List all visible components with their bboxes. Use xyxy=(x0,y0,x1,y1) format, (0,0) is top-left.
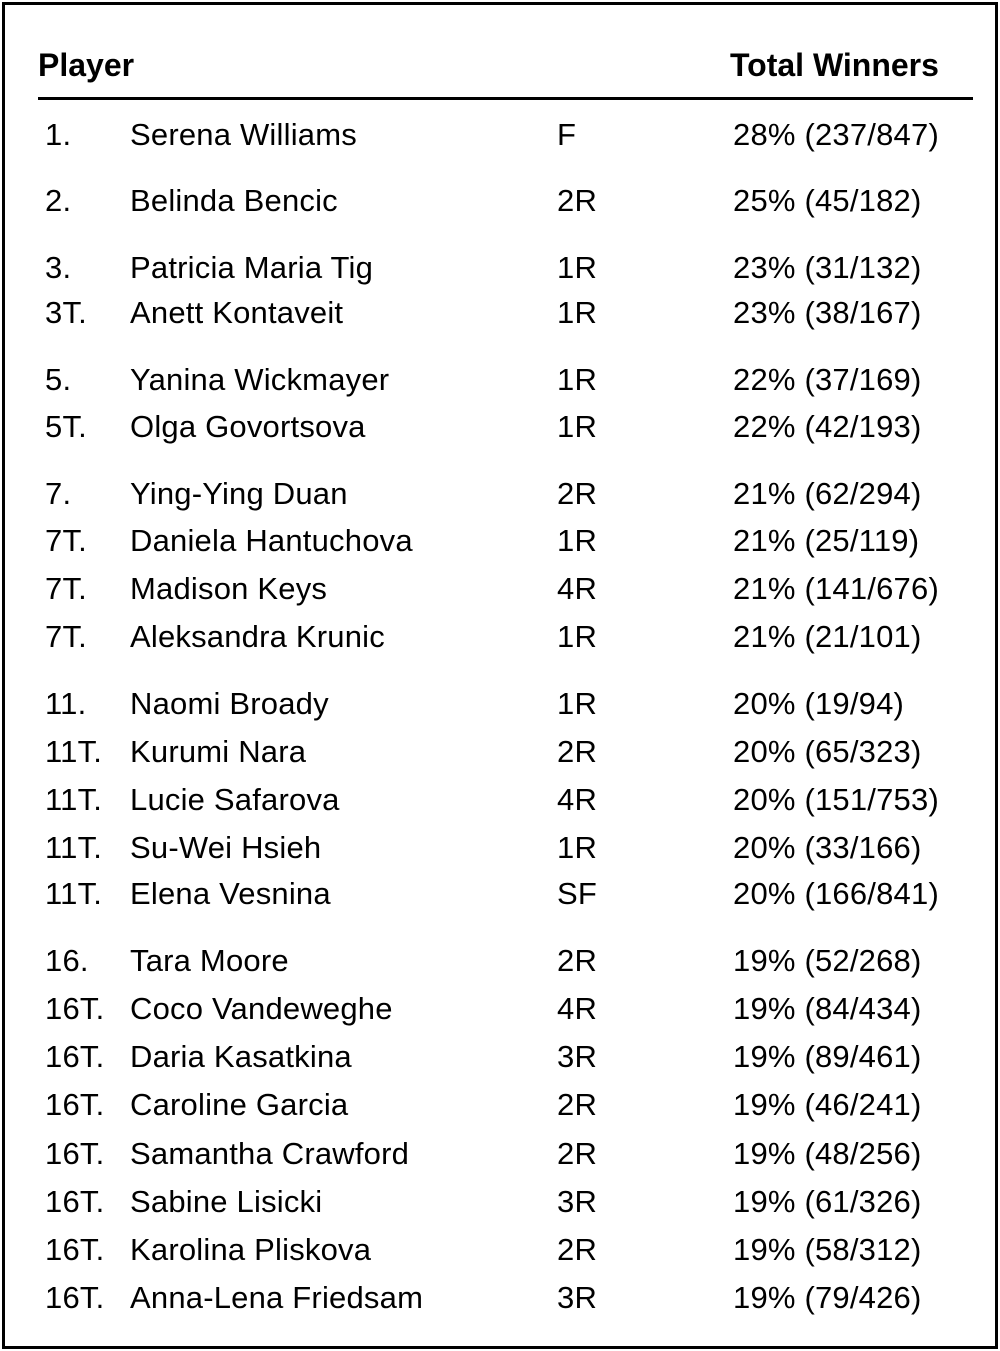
table-row xyxy=(5,991,995,1035)
row-round: 3R xyxy=(557,1039,598,1074)
row-player-name: Anett Kontaveit xyxy=(130,295,344,330)
table-row xyxy=(5,571,995,615)
table-row xyxy=(5,250,995,294)
row-total-winners: 28% (237/847) xyxy=(733,117,939,152)
row-player-name: Daria Kasatkina xyxy=(130,1039,352,1074)
row-total-winners: 23% (38/167) xyxy=(733,295,922,330)
row-player-name: Su-Wei Hsieh xyxy=(130,830,322,865)
row-player-name: Belinda Bencic xyxy=(130,183,338,218)
row-total-winners: 20% (151/753) xyxy=(733,782,939,817)
row-rank: 11T. xyxy=(45,782,103,817)
row-total-winners: 19% (52/268) xyxy=(733,943,922,978)
row-rank: 7T. xyxy=(45,571,87,606)
row-round: 2R xyxy=(557,1232,598,1267)
row-round: 3R xyxy=(557,1280,598,1315)
row-player-name: Sabine Lisicki xyxy=(130,1184,323,1219)
table-row xyxy=(5,362,995,406)
table-row xyxy=(5,1136,995,1180)
row-round: 2R xyxy=(557,1136,598,1171)
row-player-name: Kurumi Nara xyxy=(130,734,307,769)
table-row xyxy=(5,830,995,874)
row-rank: 2. xyxy=(45,183,72,218)
row-player-name: Samantha Crawford xyxy=(130,1136,410,1171)
row-player-name: Aleksandra Krunic xyxy=(130,619,385,654)
row-rank: 11T. xyxy=(45,830,103,865)
row-round: 1R xyxy=(557,619,598,654)
row-player-name: Olga Govortsova xyxy=(130,409,366,444)
row-round: 1R xyxy=(557,686,598,721)
table-row xyxy=(5,782,995,826)
table-header xyxy=(5,5,995,101)
row-round: 1R xyxy=(557,409,598,444)
row-rank: 16T. xyxy=(45,1136,105,1171)
row-round: 1R xyxy=(557,830,598,865)
row-total-winners: 20% (33/166) xyxy=(733,830,922,865)
row-rank: 3T. xyxy=(45,295,87,330)
row-total-winners: 19% (61/326) xyxy=(733,1184,922,1219)
row-total-winners: 19% (58/312) xyxy=(733,1232,922,1267)
row-total-winners: 22% (37/169) xyxy=(733,362,922,397)
row-round: 3R xyxy=(557,1184,598,1219)
row-round: 1R xyxy=(557,295,598,330)
row-player-name: Daniela Hantuchova xyxy=(130,523,413,558)
row-rank: 7T. xyxy=(45,619,87,654)
row-player-name: Elena Vesnina xyxy=(130,876,331,911)
table-row xyxy=(5,943,995,987)
table-row xyxy=(5,117,995,161)
row-total-winners: 21% (141/676) xyxy=(733,571,939,606)
header-divider xyxy=(38,97,973,100)
row-rank: 11T. xyxy=(45,734,103,769)
table-row xyxy=(5,523,995,567)
row-total-winners: 20% (19/94) xyxy=(733,686,905,721)
row-round: 1R xyxy=(557,250,598,285)
row-rank: 7T. xyxy=(45,523,87,558)
row-round: 2R xyxy=(557,1087,598,1122)
table-row xyxy=(5,1087,995,1131)
row-player-name: Karolina Pliskova xyxy=(130,1232,372,1267)
row-total-winners: 20% (65/323) xyxy=(733,734,922,769)
row-player-name: Tara Moore xyxy=(130,943,289,978)
row-player-name: Caroline Garcia xyxy=(130,1087,349,1122)
row-rank: 11T. xyxy=(45,876,103,911)
row-rank: 16T. xyxy=(45,991,105,1026)
row-round: 2R xyxy=(557,476,598,511)
row-total-winners: 21% (25/119) xyxy=(733,523,920,558)
row-player-name: Madison Keys xyxy=(130,571,328,606)
row-total-winners: 19% (79/426) xyxy=(733,1280,922,1315)
table-row xyxy=(5,1232,995,1276)
table-row xyxy=(5,476,995,520)
row-player-name: Ying-Ying Duan xyxy=(130,476,348,511)
row-total-winners: 19% (89/461) xyxy=(733,1039,922,1074)
row-player-name: Patricia Maria Tig xyxy=(130,250,374,285)
table-row xyxy=(5,1184,995,1228)
row-total-winners: 21% (62/294) xyxy=(733,476,922,511)
row-total-winners: 20% (166/841) xyxy=(733,876,939,911)
header-total-winners: Total Winners xyxy=(730,47,939,83)
row-rank: 16T. xyxy=(45,1232,105,1267)
row-rank: 16. xyxy=(45,943,89,978)
table-row xyxy=(5,295,995,339)
row-rank: 7. xyxy=(45,476,72,511)
table-row xyxy=(5,409,995,453)
row-player-name: Naomi Broady xyxy=(130,686,329,721)
row-total-winners: 22% (42/193) xyxy=(733,409,922,444)
row-rank: 5. xyxy=(45,362,72,397)
row-round: SF xyxy=(557,876,598,911)
row-round: 2R xyxy=(557,183,598,218)
row-rank: 16T. xyxy=(45,1280,105,1315)
row-total-winners: 21% (21/101) xyxy=(733,619,922,654)
table-row xyxy=(5,183,995,227)
row-round: 1R xyxy=(557,362,598,397)
table-row xyxy=(5,686,995,730)
table-row xyxy=(5,734,995,778)
row-player-name: Serena Williams xyxy=(130,117,357,152)
header-player: Player xyxy=(38,47,135,83)
table-row xyxy=(5,1280,995,1324)
row-rank: 5T. xyxy=(45,409,87,444)
row-round: 4R xyxy=(557,571,598,606)
row-rank: 3. xyxy=(45,250,72,285)
row-round: 4R xyxy=(557,782,598,817)
row-round: 2R xyxy=(557,943,598,978)
row-round: 2R xyxy=(557,734,598,769)
row-total-winners: 19% (84/434) xyxy=(733,991,922,1026)
row-total-winners: 19% (48/256) xyxy=(733,1136,922,1171)
row-total-winners: 25% (45/182) xyxy=(733,183,922,218)
row-total-winners: 23% (31/132) xyxy=(733,250,922,285)
table-row xyxy=(5,1039,995,1083)
row-rank: 11. xyxy=(45,686,87,721)
table-frame xyxy=(2,2,998,1349)
row-round: F xyxy=(557,117,577,152)
row-player-name: Lucie Safarova xyxy=(130,782,340,817)
row-round: 1R xyxy=(557,523,598,558)
row-rank: 16T. xyxy=(45,1039,105,1074)
row-total-winners: 19% (46/241) xyxy=(733,1087,922,1122)
row-round: 4R xyxy=(557,991,598,1026)
row-rank: 16T. xyxy=(45,1087,105,1122)
row-player-name: Anna-Lena Friedsam xyxy=(130,1280,424,1315)
row-rank: 16T. xyxy=(45,1184,105,1219)
row-rank: 1. xyxy=(45,117,72,152)
table-row xyxy=(5,876,995,920)
row-player-name: Yanina Wickmayer xyxy=(130,362,390,397)
table-row xyxy=(5,619,995,663)
row-player-name: Coco Vandeweghe xyxy=(130,991,393,1026)
